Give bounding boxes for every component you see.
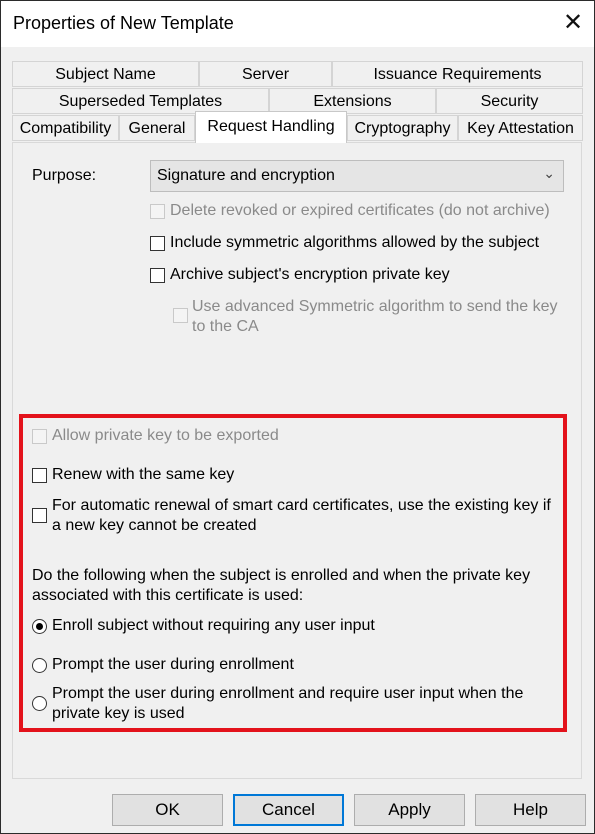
chevron-down-icon: ⌄ — [543, 165, 555, 181]
smart-card-renewal-checkbox[interactable] — [32, 508, 47, 523]
purpose-label: Purpose: — [32, 167, 97, 184]
renew-same-key-label: Renew with the same key — [52, 466, 235, 483]
advanced-symmetric-checkbox[interactable] — [173, 308, 188, 323]
include-symmetric-checkbox[interactable] — [150, 236, 165, 251]
title-bar[interactable] — [1, 1, 594, 47]
tab-key-attestation[interactable]: Key Attestation — [458, 115, 583, 141]
tab-general[interactable]: General — [119, 115, 195, 141]
smart-card-renewal-label: For automatic renewal of smart card certificates, use the existing key if a new key cannot be created — [52, 497, 551, 534]
delete-revoked-label: Delete revoked or expired certificates (do not archive) — [170, 202, 550, 219]
tab-superseded-templates[interactable]: Superseded Templates — [12, 88, 269, 114]
archive-key-checkbox[interactable] — [150, 268, 165, 283]
tab-request-handling[interactable]: Request Handling — [195, 111, 347, 143]
prompt-during-enrollment-radio[interactable] — [32, 658, 47, 673]
cancel-button[interactable]: Cancel — [233, 794, 344, 826]
apply-button[interactable]: Apply — [354, 794, 465, 826]
enroll-prompt-text: Do the following when the subject is enrolled and when the private key associated with this certificate is used: — [32, 567, 531, 604]
renew-same-key-checkbox[interactable] — [32, 468, 47, 483]
tab-extensions[interactable]: Extensions — [269, 88, 436, 114]
allow-export-checkbox[interactable] — [32, 429, 47, 444]
include-symmetric-label: Include symmetric algorithms allowed by the subject — [170, 234, 540, 251]
prompt-during-enrollment-label: Prompt the user during enrollment — [52, 656, 294, 673]
tab-security[interactable]: Security — [436, 88, 583, 114]
tab-compatibility[interactable]: Compatibility — [12, 115, 119, 141]
tab-subject-name[interactable]: Subject Name — [12, 61, 199, 87]
archive-key-label: Archive subject's encryption private key — [170, 266, 450, 283]
delete-revoked-checkbox[interactable] — [150, 204, 165, 219]
enroll-without-input-label: Enroll subject without requiring any user input — [52, 617, 375, 634]
radio-selected-dot — [36, 623, 43, 630]
window-title: Properties of New Template — [13, 13, 234, 33]
ok-button[interactable]: OK — [112, 794, 223, 826]
purpose-value: Signature and encryption — [157, 167, 335, 184]
tab-server[interactable]: Server — [199, 61, 332, 87]
close-icon[interactable]: ✕ — [562, 9, 584, 36]
tab-cryptography[interactable]: Cryptography — [347, 115, 458, 141]
enroll-without-input-radio[interactable] — [32, 619, 47, 634]
prompt-and-require-input-radio[interactable] — [32, 696, 47, 711]
purpose-dropdown[interactable] — [150, 160, 564, 192]
advanced-symmetric-label: Use advanced Symmetric algorithm to send the key to the CA — [192, 298, 558, 335]
tab-issuance-requirements[interactable]: Issuance Requirements — [332, 61, 583, 87]
prompt-and-require-input-label: Prompt the user during enrollment and require user input when the private key is used — [52, 685, 524, 722]
allow-export-label: Allow private key to be exported — [52, 427, 279, 444]
help-button[interactable]: Help — [475, 794, 586, 826]
